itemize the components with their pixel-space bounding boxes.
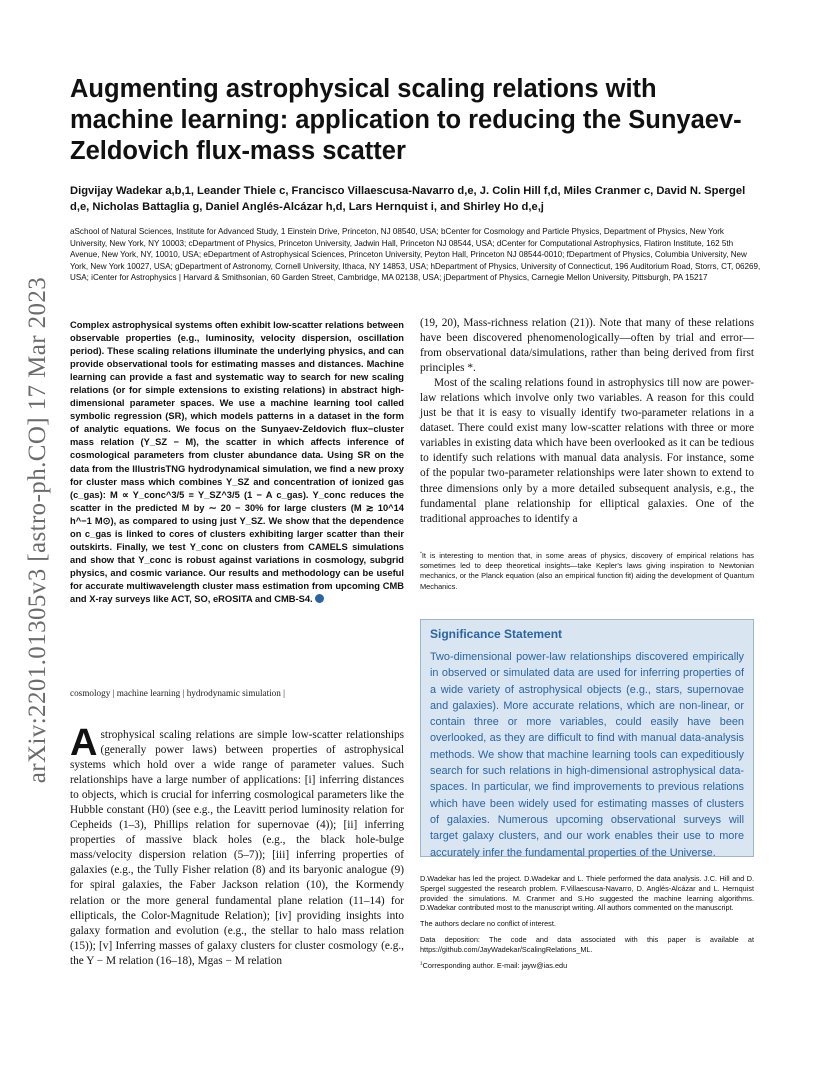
intro-paragraph-2: Most of the scaling relations found in astrophysics till now are power-law relations which involve only two variables. A reason for this could just be that it is easy to visually identify two-parameter relations in a dataset. There could exist many low-scatter relations with three or more variables in existing data which have been overlooked as it can be tedious to identify such relations with manual data analysis. For instance, some of the popular two-parameter relationships were later shown to extend to three dimensions only by a more detailed subsequent analysis, e.g., the fundamental plane relationship for elliptical galaxies. One of the traditional approaches to identify a bbox=[420, 377, 754, 525]
intro-right-column bbox=[420, 316, 754, 527]
corresponding-text: Corresponding author. E-mail: jayw@ias.edu bbox=[422, 960, 568, 970]
contributions: D.Wadekar has led the project. D.Wadekar and L. Thiele performed the data analysis. J.C. Hill and D. Spergel suggested the research problem. F.Villaescusa-Navarro, D. Anglés-Alcázar and L. Hernquist provided the simulations. M. Cranmer and S.Ho suggested the machine learning algorithms. D.Wadekar contributed most to the manuscript writing. All authors commented on the manuscript. bbox=[420, 874, 754, 913]
abstract-text: Complex astrophysical systems often exhibit low-scatter relations between observable properties (e.g., luminosity, velocity dispersion, oscillation period). These scaling relations illuminate the underlying physics, and can provide observational tools for estimating masses and distances. Machine learning can provide a fast and systematic way to search for new scaling relations (or for simple extensions to existing relations) in abstract high-dimensional parameter spaces. We use a machine learning tool called symbolic regression (SR), which models patterns in a dataset in the form of analytic equations. We focus on the Sunyaev-Zeldovich flux−cluster mass relation (Y_SZ − M), the scatter in which affects inference of cosmological parameters from cluster abundance data. Using SR on the data from the IllustrisTNG hydrodynamical simulation, we find a new proxy for cluster mass which combines Y_SZ and concentration of ionized gas (c_gas): M ∝ Y_conc^3/5 ≡ Y_SZ^3/5 (1 − A c_gas). Y_conc reduces the scatter in the predicted M by ∼ 20 − 30% for large clusters (M ≳ 10^14 h^−1 M⊙), as compared to using just Y_SZ. We show that the dependence on c_gas is linked to cores of clusters exhibiting larger scatter than their outskirts. Finally, we test Y_conc on clusters from CAMELS simulations and show that Y_conc is robust against variations in cosmology, subgrid physics, and cosmic variance. Our results and methodology can be useful for accurate multiwavelength cluster mass estimation from upcoming CMB and X-ray surveys like ACT, SO, eROSITA and CMB-S4. bbox=[70, 320, 404, 604]
footnote-mark: * bbox=[420, 551, 422, 557]
keywords: cosmology | machine learning | hydrodynamic simulation | bbox=[70, 688, 286, 698]
author-list bbox=[70, 183, 760, 215]
conflict-statement: The authors declare no conflict of interest. bbox=[420, 919, 556, 929]
intro-left-column bbox=[70, 722, 404, 969]
arxiv-stamp-text: arXiv:2201.01305v3 [astro-ph.CO] 17 Mar 2023 bbox=[24, 276, 51, 784]
github-icon[interactable] bbox=[315, 594, 324, 603]
paper-title: Augmenting astrophysical scaling relations with machine learning: application to reducing the Sunyaev-Zeldovich flux-mass scatter bbox=[70, 75, 742, 165]
affiliations: aSchool of Natural Sciences, Institute for Advanced Study, 1 Einstein Drive, Princeton, NJ 08540, USA; bCenter for Cosmology and Particle Physics, Department of Physics, New York University, New York, NY 10003; cDepartment of Physics, Princeton University, Jadwin Hall, Princeton NJ 08544, USA; dCenter for Computational Astrophysics, Flatiron Institute, 162 5th Avenue, New York, NY, 10010, USA; eDepartment of Astrophysical Sciences, Princeton University, Peyton Hall, Princeton NJ 08544-0010; fDepartment of Physics, Columbia University, New York, New York 10027, USA; gDepartment of Astronomy, Cornell University, Ithaca, NY 14853, USA; hDepartment of Physics, University of Connecticut, 196 Auditorium Road, Storrs, CT, 06269, USA; iCenter for Astrophysics | Harvard & Smithsonian, 60 Garden Street, Cambridge, MA 02138, USA; jDepartment of Physics, Carnegie Mellon University, Pittsburgh, PA 15217 bbox=[70, 227, 761, 283]
author-notes bbox=[420, 874, 754, 976]
data-deposition[interactable]: Data deposition: The code and data associated with this paper is available at https://github.com/JayWadekar/ScalingRelations_ML. bbox=[420, 934, 754, 954]
intro-paragraph-1: (19, 20), Mass-richness relation (21)). Note that many of these relations have been discovered phenomenologically—often by trial and error—from observational data/simulations, rather than being derived from first principles *. bbox=[420, 317, 754, 375]
corresponding-author bbox=[420, 961, 754, 971]
significance-title: Significance Statement bbox=[430, 627, 563, 641]
arxiv-stamp bbox=[8, 240, 68, 820]
drop-cap: A bbox=[70, 722, 98, 764]
intro-text: strophysical scaling relations are simple low-scatter relationships (generally power laws) between properties of astrophysical systems which hold over a wide range of parameter values. Such relationships have a large number of applications: [i] inferring distances to objects, which is crucial for inferring cosmological parameters like the Hubble constant (H0) (see e.g., the Leavitt period luminosity relation for Cepheids (1–3), Phillips relation for supernovae (4)); [ii] inferring properties of massive black holes (e.g., the black hole-bulge mass/velocity dispersion relation (5–7)); [iii] inferring properties of galaxies (e.g., the Tully Fisher relation (8) and its baryonic analogue (9) for spiral galaxies, the Faber Jackson relation (10), the Kormendy relation or the more general fundamental plane relation (11–14) for ellipticals, the Color-Magnitude Relation); [iv] providing insights into galaxy formation and evolution (e.g., the stellar to halo mass relation (15)); [v] Inferring masses of galaxy clusters for cluster cosmology (e.g., the Y − M relation (16–18), Mgas − M relation bbox=[70, 729, 404, 967]
footnote-text: It is interesting to mention that, in some areas of physics, discovery of empirical relations has sometimes led to deep theoretical insights—take Kepler's laws giving inspiration to Newtonian mechanics, or the Planck equation (also an empirical function fit) aiding the development of Quantum Mechanics. bbox=[420, 551, 754, 591]
significance-text: Two-dimensional power-law relationships discovered empirically in observed or simulated data are used for inferring properties of a wide variety of astrophysical objects (e.g., stars, supernovae and galaxies). More accurate relations, which are non-linear, or contain three or more variables, could easily have been overlooked, as they are difficult to find with manual data-analysis methods. We show that machine learning tools can expeditiously search for such relations in high-dimensional astrophysical data-spaces. In particular, we find improvements to previous relations which have been widely used for estimating masses of clusters of galaxies. Numerous upcoming observational surveys will target galaxy clusters, and our work enables their use to more accurately infer the fundamental properties of the Universe. bbox=[430, 651, 744, 859]
footnote-number: 1 bbox=[420, 961, 423, 967]
significance-box bbox=[420, 619, 754, 857]
abstract bbox=[70, 319, 404, 606]
authors-text: Digvijay Wadekar a,b,1, Leander Thiele c, Francisco Villaescusa-Navarro d,e, J. Colin Hill f,d, Miles Cranmer c, David N. Spergel d,e, Nicholas Battaglia g, Daniel Anglés-Alcázar h,d, Lars Hernquist i, and Shirley Ho d,e,j bbox=[70, 185, 746, 213]
footnote bbox=[420, 551, 754, 592]
